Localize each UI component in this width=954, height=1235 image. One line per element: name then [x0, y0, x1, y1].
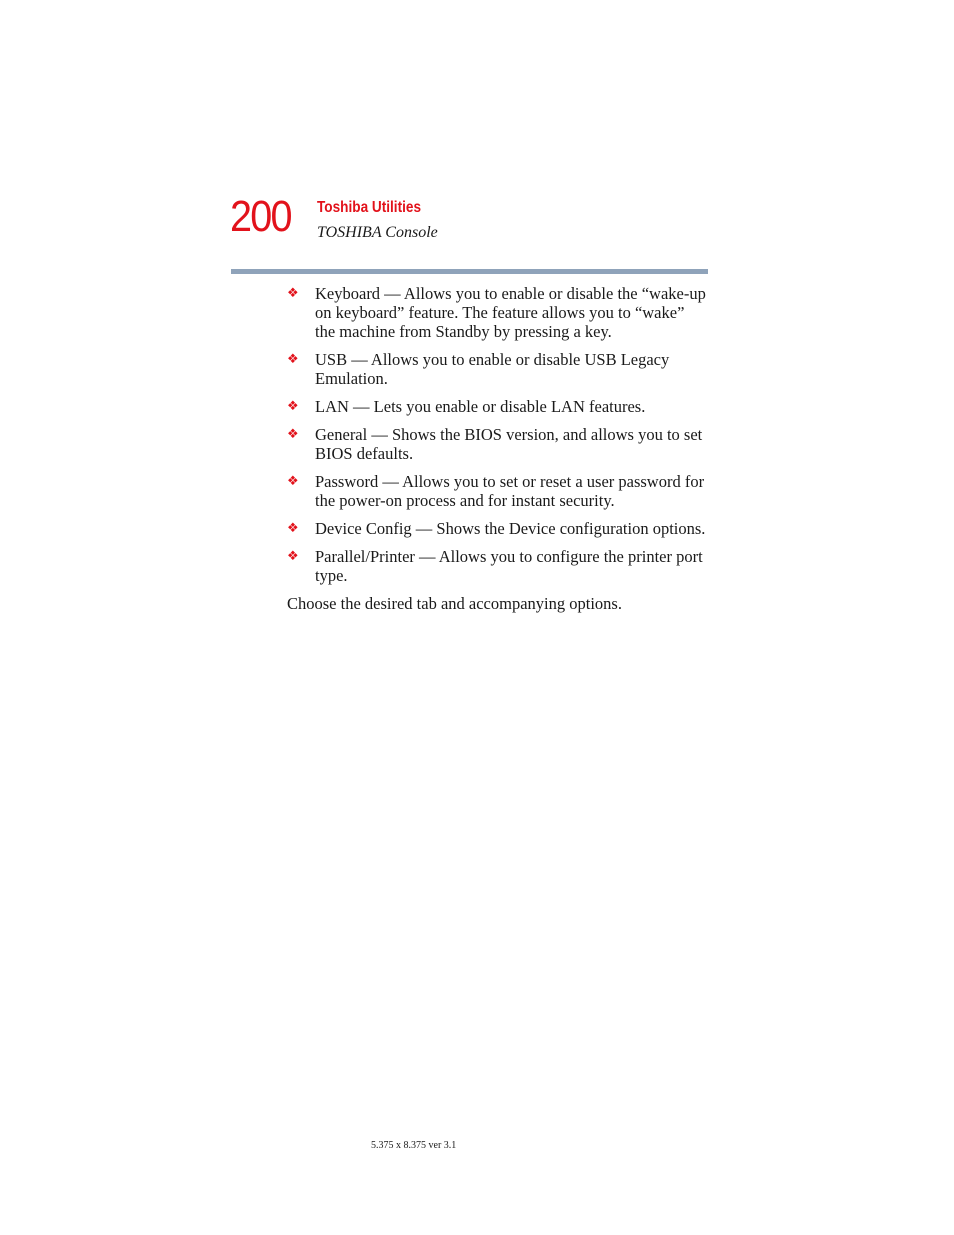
list-item: [287, 397, 707, 416]
diamond-bullet-icon: ❖: [287, 399, 299, 414]
list-item: [287, 350, 707, 388]
diamond-bullet-icon: ❖: [287, 549, 299, 564]
list-item: [287, 284, 707, 341]
list-item: [287, 519, 707, 538]
list-item-text: Parallel/Printer — Allows you to configure the printer port type.: [315, 547, 703, 585]
list-item: [287, 472, 707, 510]
diamond-bullet-icon: ❖: [287, 352, 299, 367]
diamond-bullet-icon: ❖: [287, 286, 299, 301]
diamond-bullet-icon: ❖: [287, 521, 299, 536]
list-item-text: Device Config — Shows the Device configuration options.: [315, 519, 706, 538]
chapter-title: Toshiba Utilities: [317, 199, 422, 216]
page-number: 200: [230, 192, 291, 241]
list-item-text: Password — Allows you to set or reset a user password for the power-on process and for instant security.: [315, 472, 705, 510]
footer-version: 5.375 x 8.375 ver 3.1: [371, 1140, 457, 1151]
diamond-bullet-icon: ❖: [287, 474, 299, 489]
diamond-bullet-icon: ❖: [287, 427, 299, 442]
bullet-list: [287, 284, 707, 585]
list-item-text: USB — Allows you to enable or disable USB Legacy Emulation.: [315, 350, 670, 388]
list-item-text: General — Shows the BIOS version, and allows you to set BIOS defaults.: [315, 425, 703, 463]
list-item: [287, 547, 707, 585]
closing-paragraph: Choose the desired tab and accompanying options.: [287, 594, 622, 613]
list-item-text: Keyboard — Allows you to enable or disable the “wake-up on keyboard” feature. The feature allows you to “wake” the machine from Standby by pressing a key.: [315, 284, 706, 341]
list-item-text: LAN — Lets you enable or disable LAN features.: [315, 397, 646, 416]
section-title: TOSHIBA Console: [317, 224, 438, 241]
list-item: [287, 425, 707, 463]
content: [287, 284, 707, 613]
header-rule: [231, 269, 708, 274]
